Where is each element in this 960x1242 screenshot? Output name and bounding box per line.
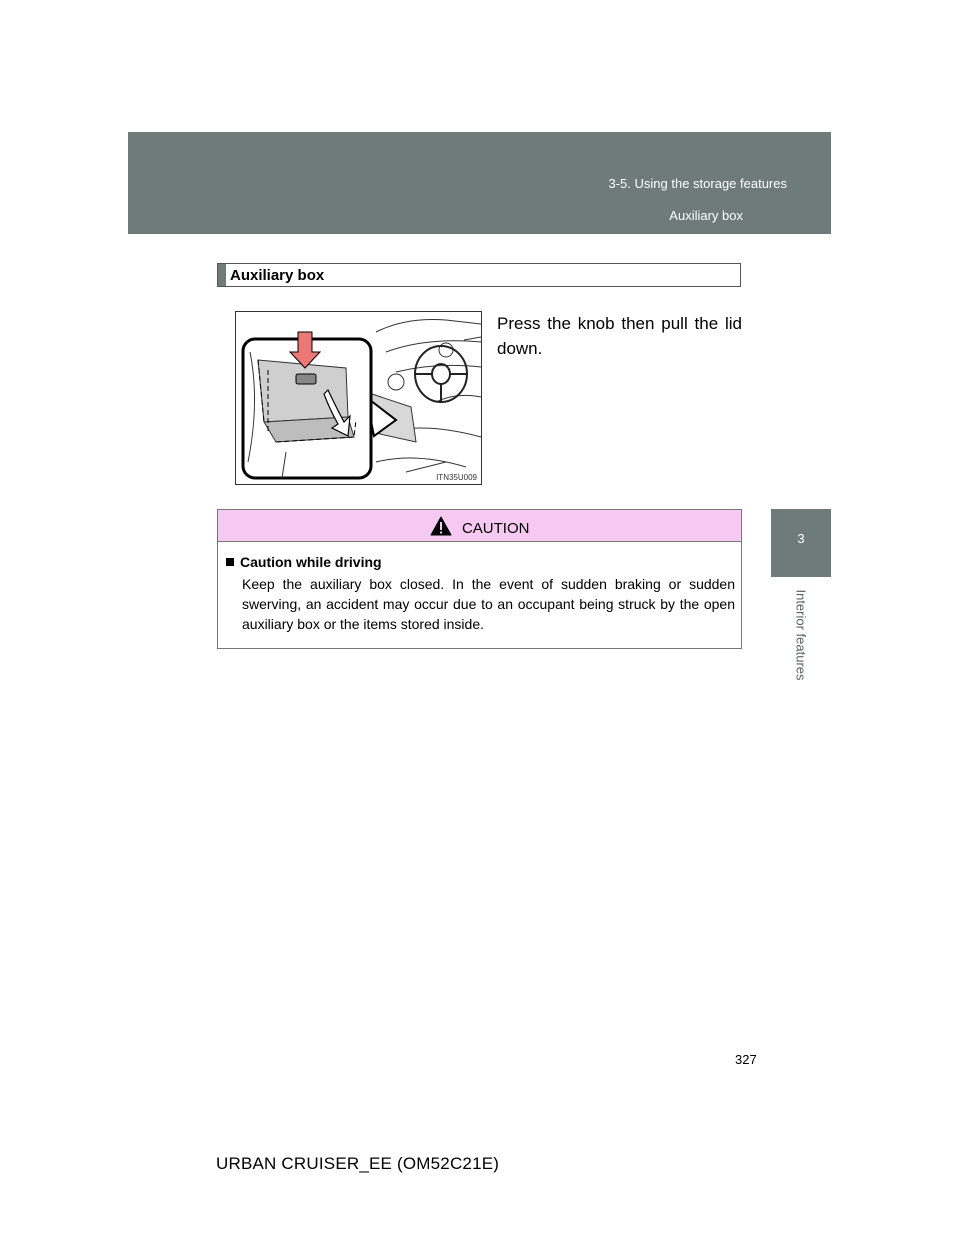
caution-body: Keep the auxiliary box closed. In the event of sudden braking or sudden swerving, an accident may occur due to an occupant being struck by the open auxiliary box or the items stored inside. xyxy=(242,576,735,632)
caution-subhead xyxy=(226,554,382,570)
section-heading-bar xyxy=(218,264,226,286)
chapter-label-text: Interior features xyxy=(793,589,809,681)
header-section-title: 3-5. Using the storage features xyxy=(608,176,787,191)
chapter-label xyxy=(786,585,816,685)
header-band xyxy=(128,132,831,234)
caution-header xyxy=(218,510,741,542)
caution-box xyxy=(217,509,742,649)
chapter-tab xyxy=(771,509,831,577)
auxiliary-box-illustration xyxy=(235,311,482,485)
caution-title: CAUTION xyxy=(461,520,530,537)
caution-subhead-text: Caution while driving xyxy=(240,554,382,570)
page-number: 327 xyxy=(735,1052,757,1067)
illustration-code: ITN35U009 xyxy=(436,473,477,482)
header-subsection-title: Auxiliary box xyxy=(669,208,743,223)
chapter-number: 3 xyxy=(797,531,805,546)
section-heading-text: Auxiliary box xyxy=(230,267,325,284)
footer-model: URBAN CRUISER_EE (OM52C21E) xyxy=(216,1154,500,1173)
warning-triangle-icon xyxy=(430,516,452,541)
square-bullet-icon xyxy=(226,558,234,566)
illustration-drawing xyxy=(236,312,481,484)
section-heading xyxy=(217,263,741,287)
instruction-text: Press the knob then pull the lid down. xyxy=(497,314,742,358)
